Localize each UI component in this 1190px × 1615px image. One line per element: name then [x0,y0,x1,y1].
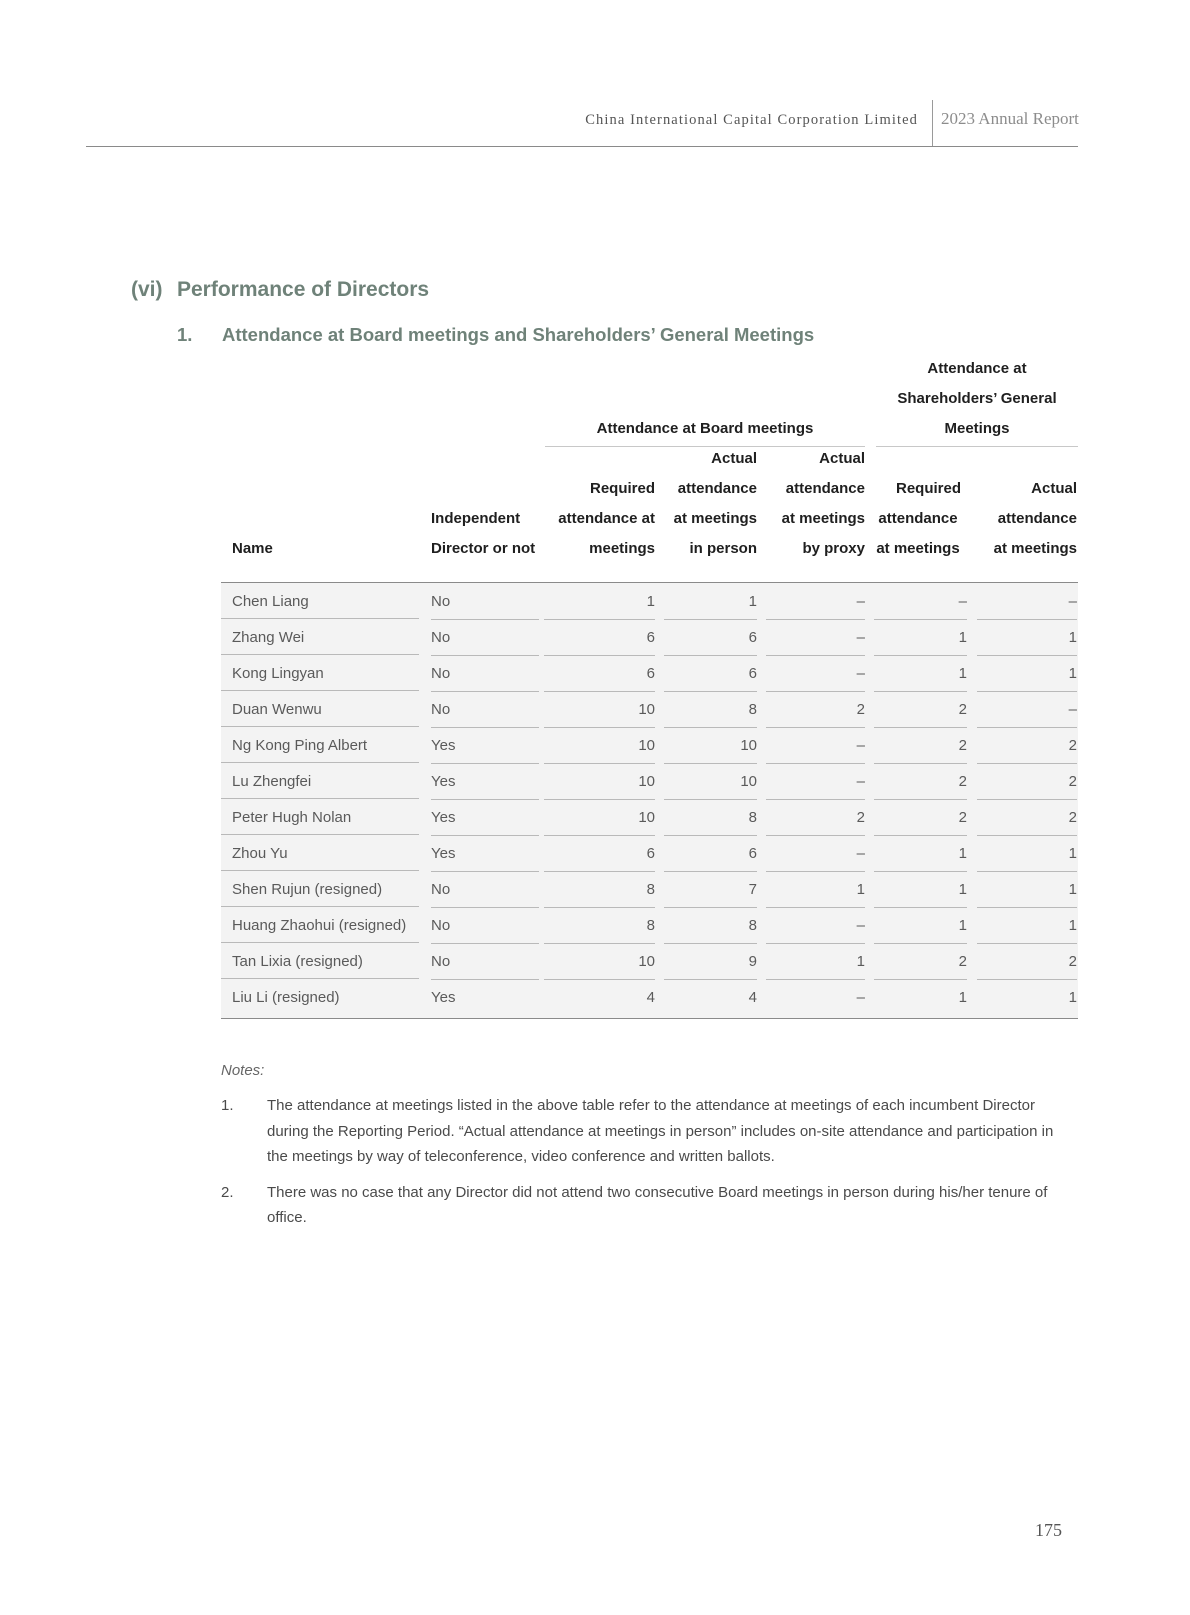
cell-board-required: 4 [646,989,655,1006]
cell-board-by-proxy: 1 [766,952,865,980]
cell-board-required: 10 [544,772,655,800]
cell-sgm-actual: 1 [1068,989,1077,1006]
cell-independent: No [431,952,539,980]
cell-independent: No [431,628,539,656]
cell-board-required: 6 [544,664,655,692]
table-row [221,584,1078,620]
cell-board-in-person: 6 [664,628,757,656]
col-header-sgm-required: Required attendance at meetings [876,480,961,557]
note-text: There was no case that any Director did not attend two consecutive Board meetings in person during his/her tenure of office. [267,1183,1048,1226]
cell-sgm-actual: 1 [977,916,1077,944]
cell-sgm-required: 1 [874,880,967,908]
note-number: 2. [221,1183,234,1201]
cell-board-by-proxy: – [766,628,865,656]
table-row [221,692,1078,728]
cell-board-by-proxy: – [766,592,865,620]
cell-board-by-proxy: – [766,736,865,764]
col-header-board-by-proxy: Actual attendance at meetings by proxy [781,450,865,557]
cell-name: Zhang Wei [221,628,419,655]
cell-board-by-proxy: 2 [766,700,865,728]
subsection-number: 1. [177,324,193,345]
cell-name: Ng Kong Ping Albert [221,736,419,763]
cell-board-required: 1 [544,592,655,620]
cell-board-required: 10 [544,700,655,728]
table-body [221,583,1078,1019]
section-title: Performance of Directors [177,278,430,301]
col-header-board-required: Required attendance at meetings [558,480,655,557]
cell-board-by-proxy: – [766,844,865,872]
cell-sgm-required: 1 [874,664,967,692]
group-header-board: Attendance at Board meetings [545,414,865,447]
table-row [221,728,1078,764]
subsection-heading [177,324,814,346]
cell-board-in-person: 9 [664,952,757,980]
cell-sgm-required: 1 [874,916,967,944]
cell-independent: Yes [431,772,539,800]
cell-board-in-person: 1 [664,592,757,620]
cell-name: Liu Li (resigned) [232,989,340,1006]
cell-sgm-required: 1 [874,844,967,872]
cell-independent: No [431,700,539,728]
cell-name: Shen Rujun (resigned) [221,880,419,907]
table-row [221,656,1078,692]
cell-sgm-actual: 2 [977,808,1077,836]
table-row [221,872,1078,908]
cell-board-required: 10 [544,808,655,836]
cell-board-required: 10 [544,736,655,764]
cell-board-in-person: 8 [664,808,757,836]
cell-sgm-actual: 1 [977,880,1077,908]
cell-board-by-proxy: – [766,664,865,692]
cell-sgm-actual: 1 [977,628,1077,656]
cell-sgm-actual: 1 [977,844,1077,872]
table-row [221,944,1078,980]
group-header-sgm: Attendance at Shareholders’ General Meetings [876,354,1078,447]
cell-name: Peter Hugh Nolan [221,808,419,835]
cell-sgm-required: 1 [874,628,967,656]
running-header [86,100,1078,147]
table-row [221,800,1078,836]
cell-independent: No [431,592,539,620]
cell-sgm-required: 2 [874,772,967,800]
cell-sgm-required: 1 [958,989,967,1006]
cell-independent: No [431,664,539,692]
cell-board-by-proxy: – [856,989,865,1006]
cell-independent: Yes [431,808,539,836]
cell-sgm-actual: 2 [977,736,1077,764]
cell-independent: Yes [431,844,539,872]
cell-board-in-person: 6 [664,664,757,692]
cell-name: Huang Zhaohui (resigned) [221,916,419,943]
cell-board-in-person: 8 [664,916,757,944]
cell-name: Lu Zhengfei [221,772,419,799]
cell-board-by-proxy: – [766,916,865,944]
cell-board-required: 8 [544,880,655,908]
cell-independent: No [431,916,539,944]
cell-board-required: 10 [544,952,655,980]
col-header-sgm-actual: Actual attendance at meetings [993,480,1077,557]
table-row [221,908,1078,944]
header-divider [932,100,933,146]
cell-board-required: 8 [544,916,655,944]
note-item [221,1093,1078,1170]
cell-board-by-proxy: – [766,772,865,800]
cell-board-in-person: 7 [664,880,757,908]
cell-sgm-actual: – [977,592,1077,620]
table-row [221,836,1078,872]
cell-board-required: 6 [544,628,655,656]
cell-name: Zhou Yu [221,844,419,871]
page-number: 175 [1035,1520,1062,1540]
cell-sgm-actual: – [977,700,1077,728]
cell-name: Duan Wenwu [221,700,419,727]
cell-sgm-actual: 1 [977,664,1077,692]
cell-board-by-proxy: 2 [766,808,865,836]
cell-name: Chen Liang [221,592,419,619]
attendance-table [221,360,1078,1019]
table-header [221,360,1078,583]
col-header-independent: Independent Director or not [431,510,536,557]
notes-label: Notes: [221,1062,265,1079]
cell-independent: Yes [431,989,456,1006]
table-row [221,764,1078,800]
cell-name: Tan Lixia (resigned) [221,952,419,979]
cell-board-by-proxy: 1 [766,880,865,908]
table-row [221,620,1078,656]
section-heading [131,278,429,302]
cell-sgm-required: – [874,592,967,620]
cell-board-in-person: 4 [748,989,757,1006]
notes-section [221,1062,1078,1241]
note-text: The attendance at meetings listed in the above table refer to the attendance at meetings of each incumbent Director during the Reporting Period. “Actual attendance at meetings in person” includes on-site attendance and participation in the meetings by way of teleconference, video conference and written ballots. [267,1097,1054,1165]
col-header-board-in-person: Actual attendance at meetings in person [673,450,757,557]
subsection-title: Attendance at Board meetings and Shareholders’ General Meetings [222,324,815,345]
cell-sgm-required: 2 [874,700,967,728]
company-name: China International Capital Corporation Limited [585,112,918,128]
cell-board-in-person: 6 [664,844,757,872]
table-row [221,980,1078,1010]
cell-board-in-person: 10 [664,736,757,764]
note-number: 1. [221,1097,234,1114]
cell-board-in-person: 10 [664,772,757,800]
cell-sgm-actual: 2 [977,772,1077,800]
cell-sgm-required: 2 [874,808,967,836]
note-item [221,1180,1078,1231]
cell-independent: No [431,880,539,908]
cell-independent: Yes [431,736,539,764]
cell-name: Kong Lingyan [221,664,419,691]
col-header-name: Name [232,540,273,557]
section-number: (vi) [131,278,163,301]
cell-sgm-required: 2 [874,736,967,764]
cell-sgm-required: 2 [874,952,967,980]
cell-board-required: 6 [544,844,655,872]
cell-sgm-actual: 2 [977,952,1077,980]
report-title: 2023 Annual Report [941,109,1079,128]
cell-board-in-person: 8 [664,700,757,728]
